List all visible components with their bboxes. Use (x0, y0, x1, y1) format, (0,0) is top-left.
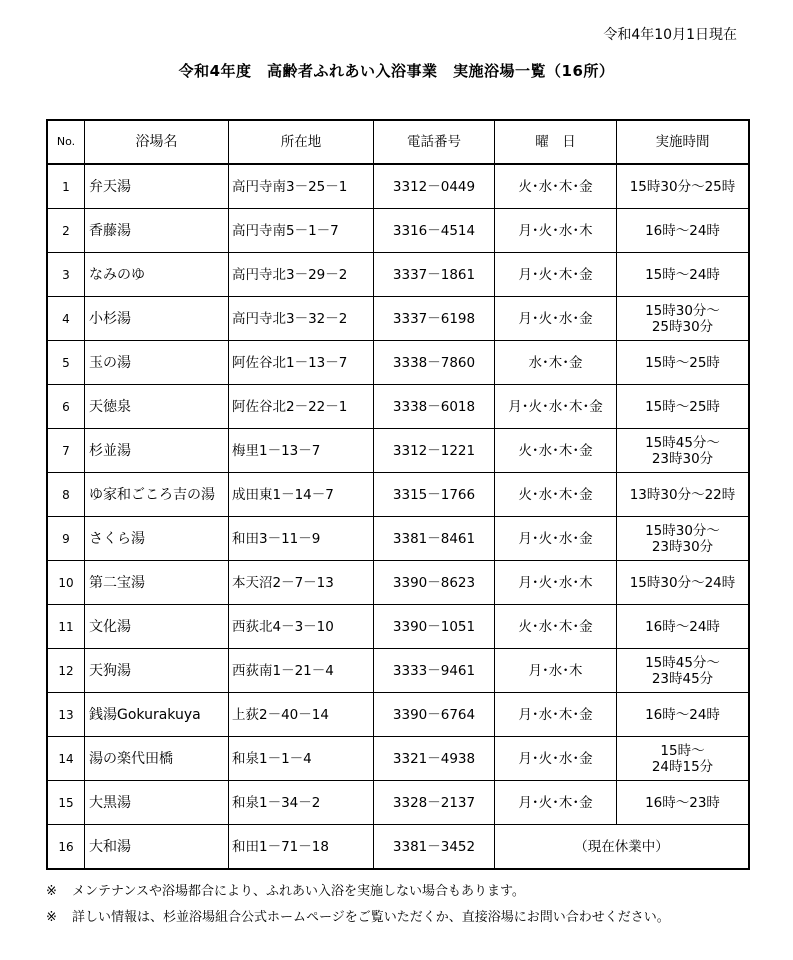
row-status: （現在休業中） (495, 825, 750, 870)
row-phone: 3338－6018 (374, 385, 495, 429)
row-phone: 3338－7860 (374, 341, 495, 385)
row-phone: 3390－8623 (374, 561, 495, 605)
table-row (47, 693, 749, 737)
row-no: 7 (47, 429, 85, 473)
notes (46, 879, 670, 931)
row-hours: 15時30分～ 23時30分 (617, 517, 750, 561)
row-days: 月･火･水･木 (495, 209, 617, 253)
row-phone: 3333－9461 (374, 649, 495, 693)
row-hours: 16時～24時 (617, 209, 750, 253)
row-name: 玉の湯 (85, 341, 229, 385)
row-days: 月･水･木･金 (495, 693, 617, 737)
row-no: 11 (47, 605, 85, 649)
table-row (47, 605, 749, 649)
row-no: 13 (47, 693, 85, 737)
row-days: 火･水･木･金 (495, 473, 617, 517)
table-row (47, 253, 749, 297)
row-no: 3 (47, 253, 85, 297)
row-days: 水･木･金 (495, 341, 617, 385)
row-days: 月･火･水･木･金 (495, 385, 617, 429)
row-address: 高円寺南5－1－7 (229, 209, 374, 253)
row-name: 小杉湯 (85, 297, 229, 341)
row-days: 月･火･水･金 (495, 737, 617, 781)
row-phone: 3312－1221 (374, 429, 495, 473)
table-row (47, 164, 749, 209)
row-phone: 3337－6198 (374, 297, 495, 341)
table-row (47, 561, 749, 605)
row-days: 月･火･木･金 (495, 253, 617, 297)
row-address: 和田1－71－18 (229, 825, 374, 870)
table-body (47, 164, 749, 869)
note-item (46, 905, 670, 931)
row-phone: 3390－6764 (374, 693, 495, 737)
date-line: 令和4年10月1日現在 (603, 27, 737, 43)
note-text: 詳しい情報は、杉並浴場組合公式ホームページをご覧いただくか、直接浴場にお問い合わせください。 (72, 910, 670, 925)
row-address: 成田東1－14－7 (229, 473, 374, 517)
row-address: 阿佐谷北1－13－7 (229, 341, 374, 385)
row-address: 本天沼2－7－13 (229, 561, 374, 605)
table-row (47, 385, 749, 429)
header-phone: 電話番号 (374, 120, 495, 164)
row-hours: 16時～23時 (617, 781, 750, 825)
table-row (47, 209, 749, 253)
row-days: 月･水･木 (495, 649, 617, 693)
row-address: 阿佐谷北2－22－1 (229, 385, 374, 429)
header-days: 曜 日 (495, 120, 617, 164)
row-name: 大和湯 (85, 825, 229, 870)
row-days: 火･水･木･金 (495, 164, 617, 209)
row-no: 10 (47, 561, 85, 605)
table-row (47, 473, 749, 517)
row-name: 銭湯Gokurakuya (85, 693, 229, 737)
row-days: 月･火･水･金 (495, 517, 617, 561)
row-phone: 3328－2137 (374, 781, 495, 825)
row-hours: 16時～24時 (617, 693, 750, 737)
row-address: 和泉1－34－2 (229, 781, 374, 825)
table-row (47, 825, 749, 870)
row-hours: 15時45分～ 23時45分 (617, 649, 750, 693)
row-days: 月･火･水･木 (495, 561, 617, 605)
row-phone: 3321－4938 (374, 737, 495, 781)
row-name: 大黒湯 (85, 781, 229, 825)
row-hours: 16時～24時 (617, 605, 750, 649)
row-days: 火･水･木･金 (495, 429, 617, 473)
row-address: 高円寺北3－29－2 (229, 253, 374, 297)
row-no: 14 (47, 737, 85, 781)
table-row (47, 781, 749, 825)
row-hours: 15時30分～24時 (617, 561, 750, 605)
row-name: 湯の楽代田橋 (85, 737, 229, 781)
row-phone: 3381－3452 (374, 825, 495, 870)
row-hours: 15時30分～25時 (617, 164, 750, 209)
row-hours: 15時～24時 (617, 253, 750, 297)
row-name: 弁天湯 (85, 164, 229, 209)
row-hours: 13時30分～22時 (617, 473, 750, 517)
row-address: 和田3－11－9 (229, 517, 374, 561)
row-no: 2 (47, 209, 85, 253)
table-row (47, 649, 749, 693)
note-mark: ※ (46, 884, 57, 899)
row-no: 12 (47, 649, 85, 693)
row-address: 和泉1－1－4 (229, 737, 374, 781)
table-row (47, 341, 749, 385)
row-name: 杉並湯 (85, 429, 229, 473)
row-phone: 3312－0449 (374, 164, 495, 209)
row-name: 天徳泉 (85, 385, 229, 429)
row-hours: 15時30分～ 25時30分 (617, 297, 750, 341)
row-no: 1 (47, 164, 85, 209)
page-title: 令和4年度 高齢者ふれあい入浴事業 実施浴場一覧（16所） (178, 62, 615, 80)
row-phone: 3381－8461 (374, 517, 495, 561)
row-phone: 3315－1766 (374, 473, 495, 517)
row-name: 天狗湯 (85, 649, 229, 693)
row-hours: 15時～ 24時15分 (617, 737, 750, 781)
row-no: 8 (47, 473, 85, 517)
row-address: 高円寺北3－32－2 (229, 297, 374, 341)
row-address: 梅里1－13－7 (229, 429, 374, 473)
row-days: 月･火･水･金 (495, 297, 617, 341)
row-name: 文化湯 (85, 605, 229, 649)
table-row (47, 737, 749, 781)
note-mark: ※ (46, 910, 57, 925)
row-no: 15 (47, 781, 85, 825)
row-days: 火･水･木･金 (495, 605, 617, 649)
row-address: 西荻北4－3－10 (229, 605, 374, 649)
row-no: 9 (47, 517, 85, 561)
row-name: なみのゆ (85, 253, 229, 297)
row-no: 5 (47, 341, 85, 385)
note-item (46, 879, 670, 905)
row-no: 16 (47, 825, 85, 870)
header-no: No. (47, 120, 85, 164)
table-row (47, 297, 749, 341)
row-phone: 3316－4514 (374, 209, 495, 253)
row-address: 高円寺南3－25－1 (229, 164, 374, 209)
row-hours: 15時45分～ 23時30分 (617, 429, 750, 473)
bathhouse-table (46, 119, 750, 870)
header-name: 浴場名 (85, 120, 229, 164)
header-hours: 実施時間 (617, 120, 750, 164)
row-name: 香藤湯 (85, 209, 229, 253)
note-text: メンテナンスや浴場都合により、ふれあい入浴を実施しない場合もあります。 (72, 884, 525, 899)
row-days: 月･火･木･金 (495, 781, 617, 825)
row-phone: 3390－1051 (374, 605, 495, 649)
row-name: 第二宝湯 (85, 561, 229, 605)
row-hours: 15時～25時 (617, 385, 750, 429)
header-address: 所在地 (229, 120, 374, 164)
row-address: 西荻南1－21－4 (229, 649, 374, 693)
table-row (47, 429, 749, 473)
row-address: 上荻2－40－14 (229, 693, 374, 737)
row-name: さくら湯 (85, 517, 229, 561)
row-name: ゆ家和ごころ吉の湯 (85, 473, 229, 517)
row-no: 6 (47, 385, 85, 429)
row-hours: 15時～25時 (617, 341, 750, 385)
table-header-row (47, 120, 749, 164)
row-no: 4 (47, 297, 85, 341)
table-row (47, 517, 749, 561)
row-phone: 3337－1861 (374, 253, 495, 297)
